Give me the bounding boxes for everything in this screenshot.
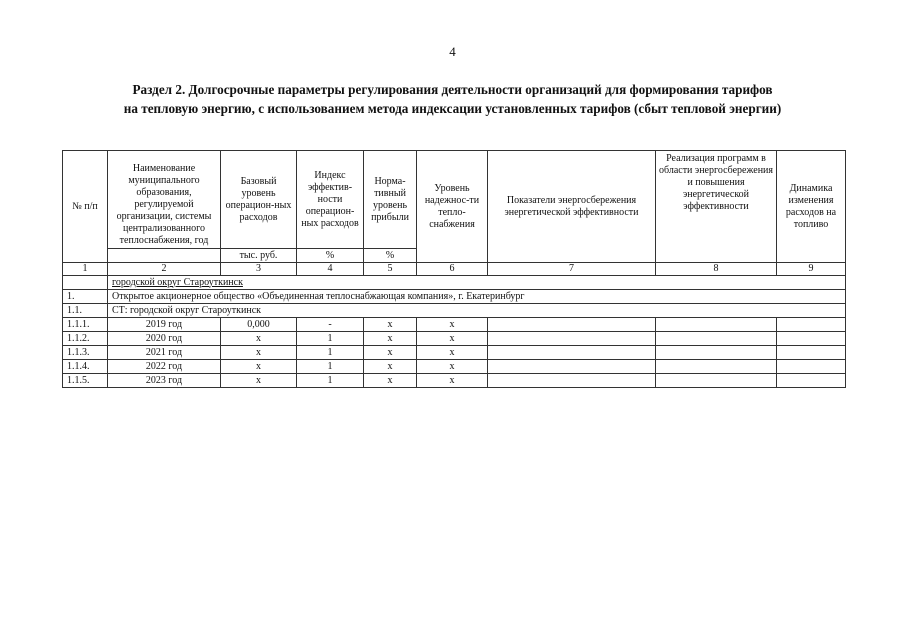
row-energy-indicators [488, 360, 656, 374]
header-reliability: Уровень надежнос-ти тепло-снабжения [417, 151, 488, 263]
system-row [63, 304, 846, 318]
header-num: № п/п [63, 151, 108, 263]
header-efficiency-index: Индекс эффектив-ности операцион-ных расходов [297, 151, 364, 249]
row-reliability: х [417, 360, 488, 374]
row-efficiency-index: 1 [297, 346, 364, 360]
column-numbers-row [63, 263, 846, 276]
header-profit-level: Норма-тивный уровень прибыли [364, 151, 417, 249]
row-profit-level: х [364, 360, 417, 374]
title-line-1: Раздел 2. Долгосрочные параметры регулирования деятельности организаций для формирования тарифов [132, 82, 773, 97]
municipality-row [63, 276, 846, 290]
unit-profit-level: % [364, 249, 417, 263]
row-fuel-dynamics [777, 318, 846, 332]
row-year: 2023 год [108, 374, 221, 388]
column-number: 5 [364, 263, 417, 276]
row-profit-level: х [364, 346, 417, 360]
table-row [63, 374, 846, 388]
title-line-2: на тепловую энергию, с использованием метода индексации установленных тарифов (сбыт тепловой энергии) [123, 101, 782, 116]
row-num: 1.1.1. [63, 318, 108, 332]
row-num: 1.1.4. [63, 360, 108, 374]
row-reliability: х [417, 318, 488, 332]
column-number: 2 [108, 263, 221, 276]
header-base-level: Базовый уровень операцион-ных расходов [221, 151, 297, 249]
unit-base-level: тыс. руб. [221, 249, 297, 263]
row-year: 2019 год [108, 318, 221, 332]
row-energy-program [656, 318, 777, 332]
row-energy-program [656, 346, 777, 360]
header-energy-indicators: Показатели энергосбережения энергетической эффективности [488, 151, 656, 263]
row-num: 1.1.3. [63, 346, 108, 360]
table-row [63, 318, 846, 332]
row-base-level: х [221, 332, 297, 346]
row-profit-level: х [364, 374, 417, 388]
column-number: 4 [297, 263, 364, 276]
organization-num: 1. [63, 290, 108, 304]
column-number: 9 [777, 263, 846, 276]
row-fuel-dynamics [777, 374, 846, 388]
municipality-name: городской округ Староуткинск [108, 276, 846, 290]
system-num: 1.1. [63, 304, 108, 318]
municipality-num-empty [63, 276, 108, 290]
column-number: 1 [63, 263, 108, 276]
row-energy-program [656, 332, 777, 346]
row-num: 1.1.5. [63, 374, 108, 388]
system-name: СТ: городской округ Староуткинск [108, 304, 846, 318]
row-energy-indicators [488, 332, 656, 346]
column-number: 8 [656, 263, 777, 276]
header-row [63, 151, 846, 249]
column-number: 6 [417, 263, 488, 276]
table-row [63, 346, 846, 360]
column-number: 7 [488, 263, 656, 276]
row-num: 1.1.2. [63, 332, 108, 346]
page-number: 4 [449, 44, 456, 59]
row-profit-level: х [364, 332, 417, 346]
row-profit-level: х [364, 318, 417, 332]
row-year: 2021 год [108, 346, 221, 360]
table-row [63, 332, 846, 346]
row-base-level: х [221, 346, 297, 360]
column-number: 3 [221, 263, 297, 276]
row-year: 2022 год [108, 360, 221, 374]
row-fuel-dynamics [777, 332, 846, 346]
organization-name: Открытое акционерное общество «Объединенная теплоснабжающая компания», г. Екатеринбург [108, 290, 846, 304]
row-efficiency-index: 1 [297, 374, 364, 388]
row-base-level: х [221, 374, 297, 388]
row-energy-indicators [488, 374, 656, 388]
row-fuel-dynamics [777, 360, 846, 374]
row-year: 2020 год [108, 332, 221, 346]
table-row [63, 360, 846, 374]
row-fuel-dynamics [777, 346, 846, 360]
row-reliability: х [417, 346, 488, 360]
row-reliability: х [417, 332, 488, 346]
header-name: Наименование муниципального образования, регулируемой организации, системы централизованного теплоснабжения, год [108, 151, 221, 249]
row-energy-indicators [488, 318, 656, 332]
row-efficiency-index: - [297, 318, 364, 332]
unit-name-empty [108, 249, 221, 263]
organization-row [63, 290, 846, 304]
row-energy-program [656, 374, 777, 388]
header-energy-program: Реализация программ в области энергосбережения и повышения энергетической эффективности [656, 151, 777, 263]
row-efficiency-index: 1 [297, 360, 364, 374]
parameters-table [62, 150, 846, 388]
row-base-level: 0,000 [221, 318, 297, 332]
row-energy-indicators [488, 346, 656, 360]
row-base-level: х [221, 360, 297, 374]
row-energy-program [656, 360, 777, 374]
section-title [40, 80, 865, 118]
header-fuel-dynamics: Динамика изменения расходов на топливо [777, 151, 846, 263]
row-efficiency-index: 1 [297, 332, 364, 346]
row-reliability: х [417, 374, 488, 388]
unit-efficiency-index: % [297, 249, 364, 263]
